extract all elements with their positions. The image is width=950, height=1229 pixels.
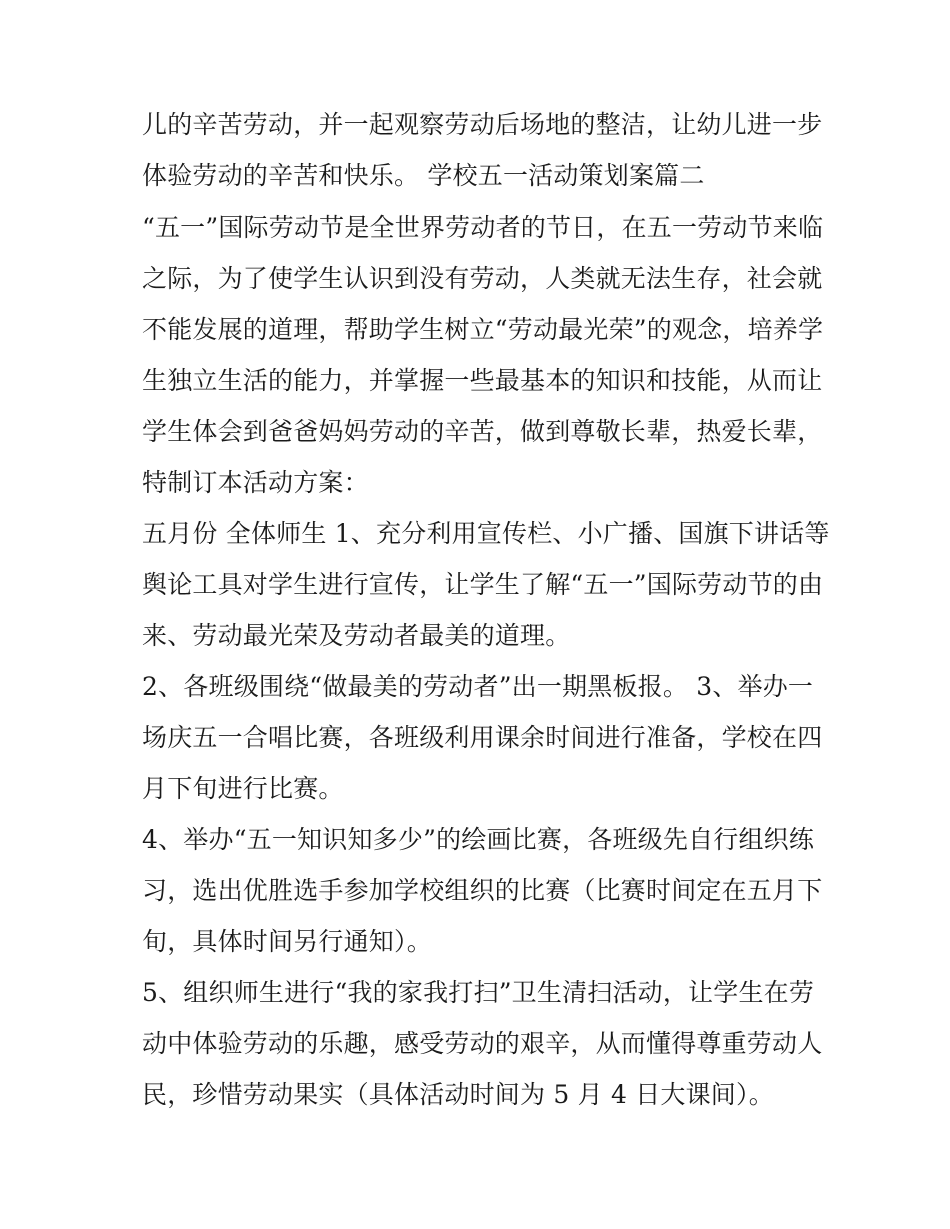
text-line: 5、组织师生进行“我的家我打扫”卫生清扫活动，让学生在劳 — [142, 978, 815, 1007]
text-line: 体验劳动的辛苦和快乐。 学校五一活动策划案篇二 — [142, 161, 705, 190]
text-line: 旬，具体时间另行通知）。 — [142, 927, 432, 956]
text-line: 五月份 全体师生 1、充分利用宣传栏、小广播、国旗下讲话等 — [142, 519, 830, 548]
text-line: 2、各班级围绕“做最美的劳动者”出一期黑板报。 3、举办一 — [142, 672, 814, 701]
text-line: 4、举办“五一知识知多少”的绘画比赛，各班级先自行组织练 — [142, 825, 815, 854]
text-line: 场庆五一合唱比赛，各班级利用课余时间进行准备，学校在四 — [142, 723, 823, 752]
text-line: 动中体验劳动的乐趣，感受劳动的艰辛，从而懂得尊重劳动人 — [142, 1029, 823, 1058]
text-line: 习，选出优胜选手参加学校组织的比赛（比赛时间定在五月下 — [142, 876, 823, 905]
text-line: 之际，为了使学生认识到没有劳动，人类就无法生存，社会就 — [142, 264, 823, 293]
text-line: 不能发展的道理，帮助学生树立“劳动最光荣”的观念，培养学 — [142, 315, 824, 344]
text-line: 儿的辛苦劳动，并一起观察劳动后场地的整洁，让幼儿进一步 — [142, 110, 823, 139]
text-line: 民，珍惜劳动果实（具体活动时间为 5 月 4 日大课间）。 — [142, 1080, 774, 1109]
text-line: 生独立生活的能力，并掌握一些最基本的知识和技能，从而让 — [142, 366, 823, 395]
text-line: 月下旬进行比赛。 — [142, 774, 344, 803]
text-line: 来、劳动最光荣及劳动者最美的道理。 — [142, 621, 571, 650]
text-line: “五一”国际劳动节是全世界劳动者的节日，在五一劳动节来临 — [142, 213, 824, 242]
text-line: 学生体会到爸爸妈妈劳动的辛苦，做到尊敬长辈，热爱长辈， — [142, 417, 823, 446]
text-line: 舆论工具对学生进行宣传，让学生了解“五一”国际劳动节的由 — [142, 570, 824, 599]
text-line: 特制订本活动方案： — [142, 468, 369, 497]
